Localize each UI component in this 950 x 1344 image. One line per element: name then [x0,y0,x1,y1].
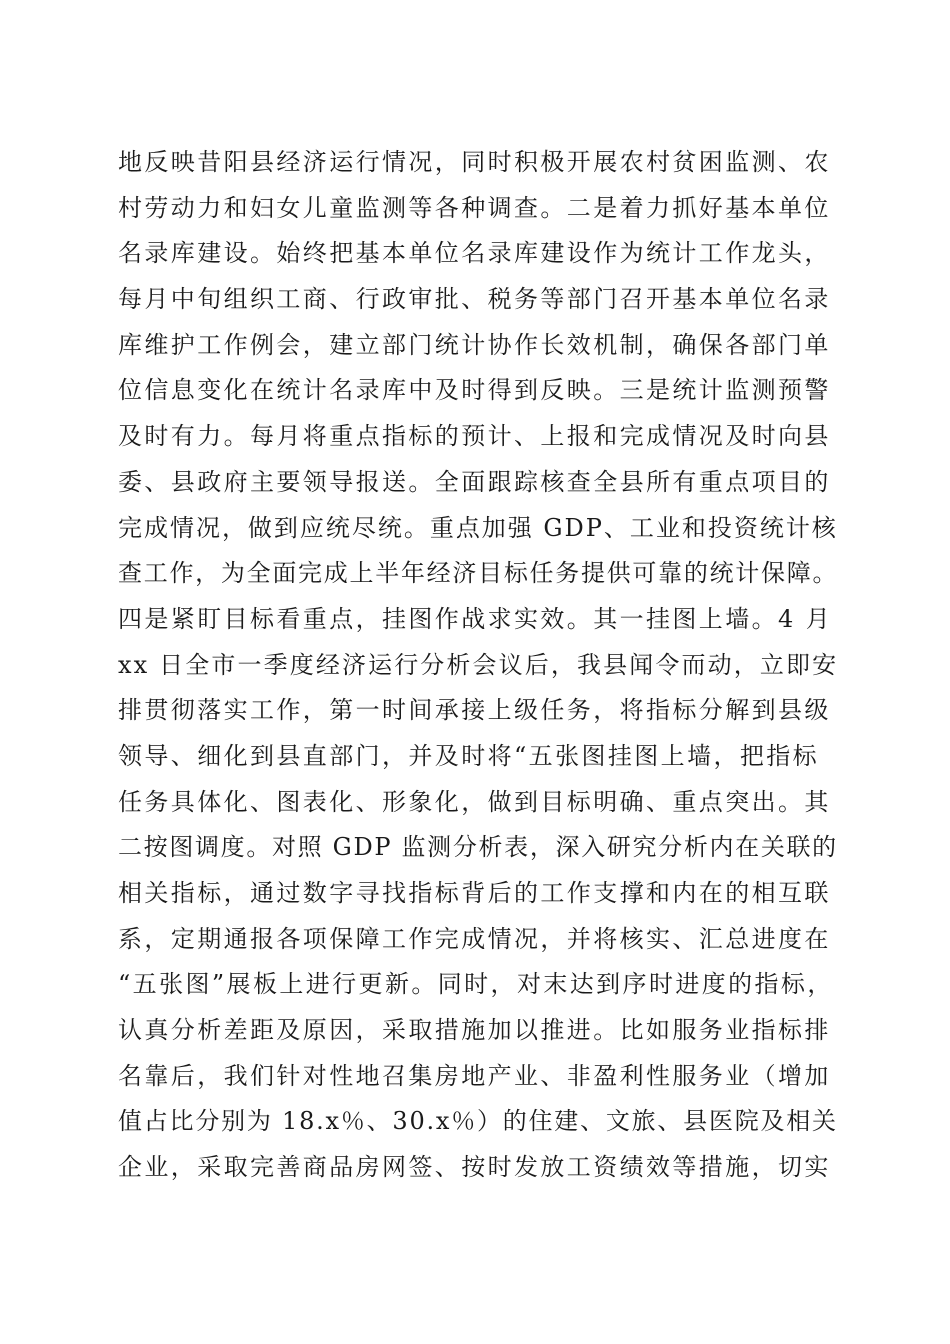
text-line: 库维护工作例会，建立部门统计协作长效机制，确保各部门单 [118,330,831,359]
text-line: 任务具体化、图表化、形象化，做到目标明确、重点突出。其 [118,787,831,816]
text-line: 值占比分别为 18.x％、30.x％）的住建、文旅、县医院及相关 [118,1107,838,1136]
text-line: 每月中旬组织工商、行政审批、税务等部门召开基本单位名录 [118,285,831,314]
text-line: 完成情况，做到应统尽统。重点加强 GDP、工业和投资统计核 [118,513,838,542]
text-line: 及时有力。每月将重点指标的预计、上报和完成情况及时向县 [118,422,831,451]
text-line: 名录库建设。始终把基本单位名录库建设作为统计工作龙头， [118,239,831,268]
text-line: 排贯彻落实工作，第一时间承接上级任务，将指标分解到县级 [118,696,831,725]
text-line: 领导、细化到县直部门，并及时将“五张图挂图上墙，把指标 [118,741,820,770]
text-line: 相关指标，通过数字寻找指标背后的工作支撑和内在的相互联 [118,879,831,907]
text-line: 认真分析差距及原因，采取措施加以推进。比如服务业指标排 [118,1016,831,1045]
text-line: 查工作，为全面完成上半年经济目标任务提供可靠的统计保障。 [118,559,839,588]
text-line: 位信息变化在统计名录库中及时得到反映。三是统计监测预警 [118,376,831,405]
body-text [118,140,838,1191]
text-line: xx 日全市一季度经济运行分析会议后，我县闻令而动，立即安 [118,650,839,679]
text-line: 名靠后，我们针对性地召集房地产业、非盈利性服务业（增加 [118,1061,831,1090]
text-line: 二按图调度。对照 GDP 监测分析表，深入研究分析内在关联的 [118,833,838,862]
text-line: 四是紧盯目标看重点，挂图作战求实效。其一挂图上墙。4 月 [118,604,833,633]
text-line: 系，定期通报各项保障工作完成情况，并将核实、汇总进度在 [118,924,831,953]
text-line: “五张图”展板上进行更新。同时，对末达到序时进度的指标， [118,970,834,999]
text-line: 村劳动力和妇女儿童监测等各种调查。二是着力抓好基本单位 [118,193,831,222]
text-line: 地反映昔阳县经济运行情况，同时积极开展农村贫困监测、农 [118,148,831,176]
text-line: 委、县政府主要领导报送。全面跟踪核查全县所有重点项目的 [118,467,831,496]
text-line: 企业，采取完善商品房网签、按时发放工资绩效等措施，切实 [118,1153,831,1182]
